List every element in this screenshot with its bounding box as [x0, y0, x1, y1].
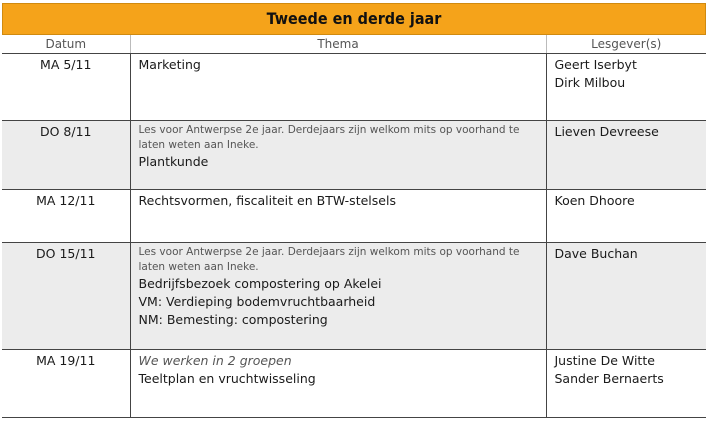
table-row [2, 350, 706, 418]
row-teachers [546, 190, 706, 243]
teacher-name: Dave Buchan [554, 246, 638, 261]
row-date: MA 19/11 [2, 350, 130, 418]
topic: VM: Verdieping bodemvruchtbaarheid [138, 294, 376, 309]
topic: Rechtsvormen, fiscaliteit en BTW-stelsels [138, 193, 396, 208]
row-teachers [546, 54, 706, 121]
table-row [2, 190, 706, 243]
row-theme [130, 350, 546, 418]
table-row [2, 243, 706, 350]
row-teachers [546, 121, 706, 190]
teacher-name: Koen Dhoore [554, 193, 635, 208]
topic: NM: Bemesting: compostering [138, 312, 328, 327]
topic: Teeltplan en vruchtwisseling [138, 371, 316, 386]
teacher-name: Dirk Milbou [554, 75, 626, 90]
teacher-name: Justine De Witte [554, 353, 655, 368]
row-teachers [546, 243, 706, 350]
teacher-name: Lieven Devreese [554, 124, 659, 139]
schedule-sheet [2, 3, 706, 418]
topic: Bedrijfsbezoek compostering op Akelei [138, 276, 382, 291]
row-date: DO 8/11 [2, 121, 130, 190]
header-row [2, 35, 706, 54]
teacher-name: Geert Iserbyt [554, 57, 637, 72]
table-row [2, 121, 706, 190]
topic: Marketing [138, 57, 201, 72]
row-date: MA 12/11 [2, 190, 130, 243]
header-teacher: Lesgever(s) [546, 35, 706, 54]
group-note: We werken in 2 groepen [138, 353, 292, 368]
row-theme [130, 121, 546, 190]
table-row [2, 54, 706, 121]
teacher-name: Sander Bernaerts [554, 371, 664, 386]
row-date: DO 15/11 [2, 243, 130, 350]
header-theme: Thema [130, 35, 546, 54]
header-date: Datum [2, 35, 130, 54]
row-note: Les voor Antwerpse 2e jaar. Derdejaars zijn welkom mits op voorhand te laten weten aan Ineke. [138, 124, 520, 151]
row-teachers [546, 350, 706, 418]
row-date: MA 5/11 [2, 54, 130, 121]
row-theme [130, 190, 546, 243]
row-theme [130, 54, 546, 121]
row-note: Les voor Antwerpse 2e jaar. Derdejaars zijn welkom mits op voorhand te laten weten aan Ineke. [138, 246, 520, 273]
row-theme [130, 243, 546, 350]
schedule-title: Tweede en derde jaar [2, 3, 706, 35]
schedule-table [2, 35, 706, 418]
topic: Plantkunde [138, 154, 209, 169]
